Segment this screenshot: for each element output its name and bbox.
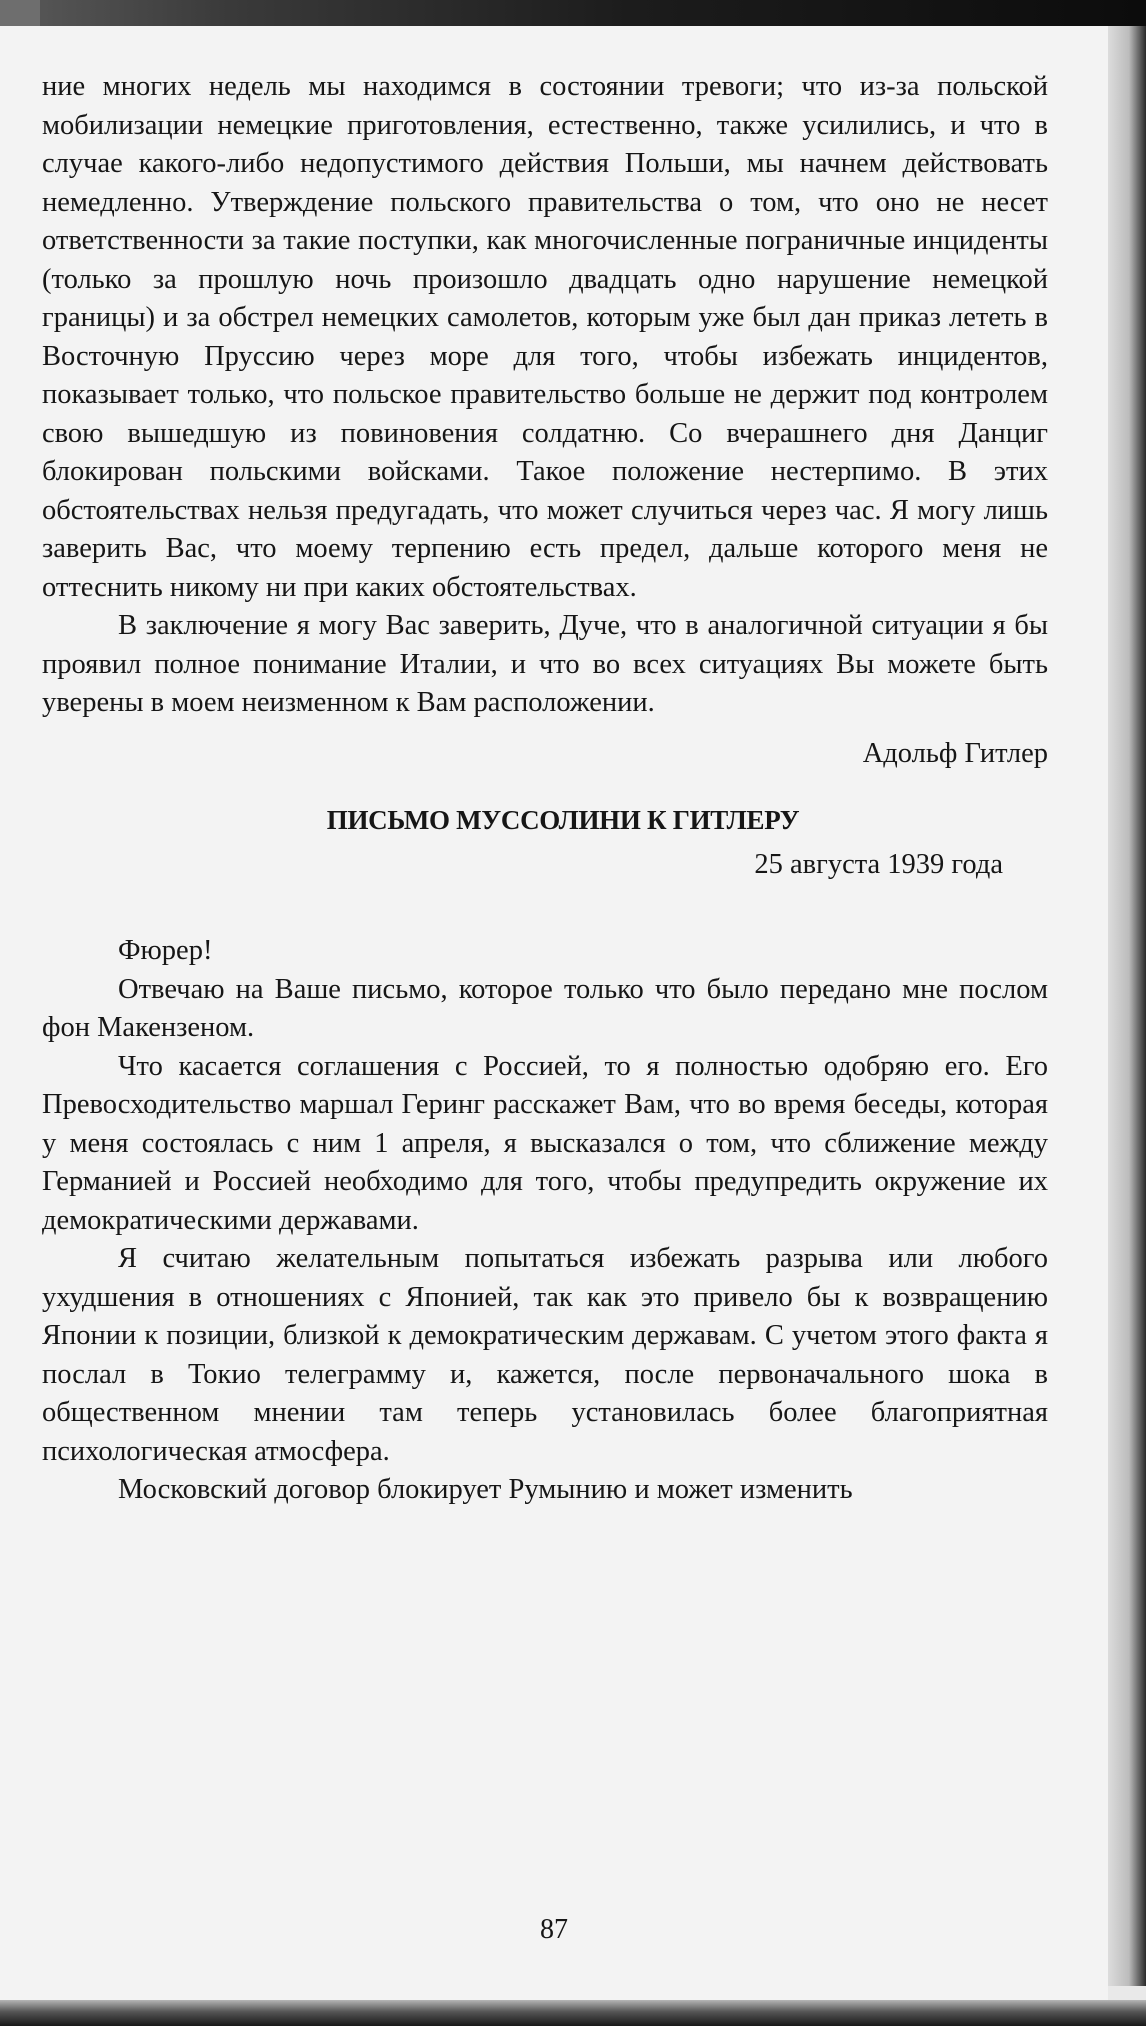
salutation: Фюрер!: [118, 935, 213, 966]
paragraph: Отвечаю на Ваше письмо, которое только что было передано мне послом фон Макензеном.: [42, 973, 1048, 1043]
page-top-edge: [0, 0, 1146, 26]
paragraph-continued: ние многих недель мы находимся в состоянии тревоги; что из-за польской мобилизации немецкие приготовления, естественно, также усилились, и что в случае какого-либо недопустимого действия Польши, мы начнем действовать немедленно. Утверждение польского правительства о том, что оно не несет ответственности за такие поступки, как многочисленные пограничные инциденты (только за прошлую ночь произошло двадцать одно нарушение немецкой границы) и за обстрел немецких самолетов, которым уже был дан приказ лететь в Восточную Пруссию через море для того, чтобы избежать инцидентов, показывает только, что польское правительство больше не держит под контролем свою вышедшую из повиновения солдатню. Со вчерашнего дня Данциг блокирован польскими войсками. Такое положение нестерпимо. В этих обстоятельствах нельзя предугадать, что может случиться через час. Я могу лишь заверить Вас, что моему терпению есть предел, дальше которого меня не оттеснить никому ни при каких обстоятельствах.: [42, 71, 1048, 603]
paragraph: Я считаю желательным попытаться избежать разрыва или любого ухудшения в отношениях с Японией, так как это привело бы к возвращению Японии к позиции, близкой к демократическим державам. С учетом этого факта я послал в Токио телеграмму и, кажется, после первоначального шока в общественном мнении там теперь установилась более благоприятная психологическая атмосфера.: [42, 1243, 1048, 1467]
letter-date: 25 августа 1939 года: [754, 848, 1003, 880]
page-number: 87: [540, 1914, 568, 1945]
paragraph: Что касается соглашения с Россией, то я полностью одобряю его. Его Превосходительство маршал Геринг расскажет Вам, что во время беседы, которая у меня состоялась с ним 1 апреля, я высказался о том, что сближение между Германией и Россией необходимо для того, чтобы предупредить окружение их демократическими державами.: [42, 1050, 1048, 1236]
book-page: [0, 26, 1108, 2000]
letter-heading: ПИСЬМО МУССОЛИНИ К ГИТЛЕРУ: [326, 805, 800, 835]
paragraph: Московский договор блокирует Румынию и может изменить: [118, 1474, 853, 1505]
page-body: [42, 68, 1048, 1510]
paragraph-closing: В заключение я могу Вас заверить, Дуче, что в аналогичной ситуации я бы проявил полное понимание Италии, и что во всех ситуациях Вы можете быть уверены в моем неизменном к Вам расположении.: [42, 610, 1048, 718]
page-bottom-edge: [0, 2000, 1146, 2026]
signature: Адольф Гитлер: [862, 737, 1048, 769]
page-right-edge: [1108, 26, 1146, 1986]
